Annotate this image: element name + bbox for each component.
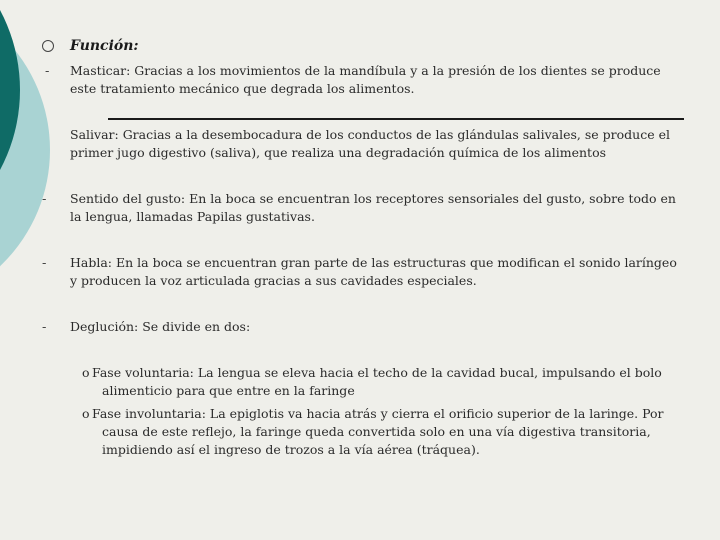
- sub-bullet-icon: o: [82, 365, 90, 380]
- sub-text: La lengua se eleva hacia el techo de la cavidad bucal, impulsando el bolo alimenticio para que entre en la faringe: [102, 365, 662, 398]
- item-text: En la boca se encuentran gran parte de las estructuras que modifican el sonido laríngeo y producen la voz articulada gracias a sus cavidades especiales.: [70, 255, 677, 288]
- horizontal-rule: [108, 118, 684, 120]
- item-lead: Habla:: [70, 255, 113, 270]
- sub-item-fase-involuntaria: [82, 405, 702, 459]
- item-text: Gracias a los movimientos de la mandíbula y a la presión de los dientes se produce este tratamiento mecánico que degrada los alimentos.: [70, 63, 661, 96]
- dash-bullet-icon: -: [42, 320, 47, 335]
- item-text: En la boca se encuentran los receptores sensoriales del gusto, sobre todo en la lengua, llamadas Papilas gustativas.: [70, 191, 676, 224]
- sub-bullet-icon: o: [82, 406, 90, 421]
- item-lead: Masticar:: [70, 63, 131, 78]
- dash-bullet-icon: -: [45, 64, 50, 79]
- list-item-gusto: [70, 190, 682, 226]
- sub-lead: Fase voluntaria:: [92, 365, 194, 380]
- list-item-deglucion: [70, 318, 682, 336]
- item-lead: Sentido del gusto:: [70, 191, 186, 206]
- list-item-habla: [70, 254, 682, 290]
- dash-bullet-icon: -: [42, 192, 47, 207]
- item-lead: Deglución:: [70, 319, 139, 334]
- list-item-masticar: [70, 62, 682, 98]
- sub-text: La epiglotis va hacia atrás y cierra el orificio superior de la laringe. Por causa de este reflejo, la faringe queda convertida solo en una vía digestiva transitoria, impidiendo así el ingreso de trozos a la vía aérea (tráquea).: [102, 406, 664, 457]
- item-text: Se divide en dos:: [138, 319, 251, 334]
- sub-item-fase-voluntaria: [82, 364, 702, 400]
- dash-bullet-icon: -: [42, 256, 47, 271]
- sub-lead: Fase involuntaria:: [92, 406, 206, 421]
- list-item-salivar: [70, 126, 682, 162]
- item-text: Gracias a la desembocadura de los conductos de las glándulas salivales, se produce el primer jugo digestivo (saliva), que realiza una degradación química de los alimentos: [70, 127, 670, 160]
- item-lead: Salivar:: [70, 127, 119, 142]
- hollow-circle-bullet-icon: [42, 40, 54, 52]
- heading: Función:: [70, 38, 139, 54]
